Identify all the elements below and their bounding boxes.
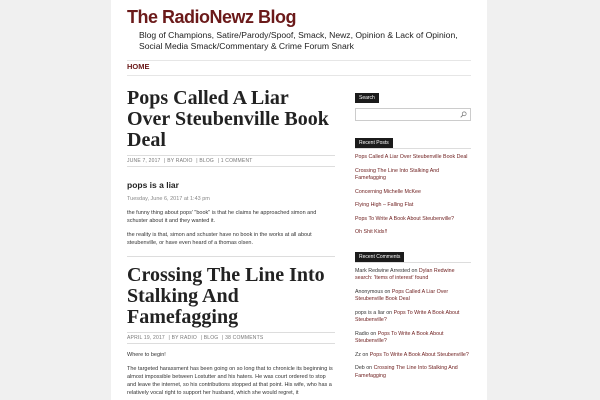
widget-divider bbox=[355, 148, 471, 149]
search-input[interactable] bbox=[356, 116, 456, 127]
comment-author: Deb bbox=[355, 365, 365, 371]
recent-comment bbox=[355, 352, 471, 360]
comment-author: Mark Redwine Arrested on bbox=[355, 267, 419, 274]
comment-on: on bbox=[370, 330, 377, 337]
post-comments-link[interactable]: 1 COMMENT bbox=[220, 158, 253, 164]
recent-post-link[interactable]: Crossing The Line Into Stalking And Famefagging bbox=[355, 167, 440, 181]
comment-post-link[interactable]: Pops To Write A Book About Steubenville? bbox=[355, 309, 460, 323]
comment-post-link[interactable]: Pops To Write A Book About Steubenville? bbox=[369, 351, 469, 358]
post bbox=[127, 265, 335, 397]
post-timestamp: Tuesday, June 6, 2017 at 1:43 pm bbox=[127, 196, 210, 202]
sidebar bbox=[355, 86, 471, 386]
post-divider bbox=[127, 256, 335, 257]
post-paragraph: Where to begin! bbox=[127, 352, 166, 358]
recent-comments-widget bbox=[355, 245, 471, 381]
recent-post-link[interactable]: Concerning Michelle McKee bbox=[355, 188, 421, 195]
comment-on: on bbox=[386, 309, 393, 316]
widget-divider bbox=[355, 262, 471, 263]
post-date[interactable]: APRIL 19, 2017 bbox=[127, 335, 165, 341]
comment-on: on bbox=[384, 288, 391, 295]
post-paragraph: the reality is that, simon and schuster have no book in the works at all about steubenville, or have even heard of a thomas olsen. bbox=[127, 232, 312, 246]
site-tagline: Blog of Champions, Satire/Parody/Spoof, Smack, Newz, Opinion & Lack of Opinion, Social Media Smack/Commentary & Crime Forum Snark bbox=[139, 30, 458, 51]
comment-on: on bbox=[362, 351, 369, 358]
recent-comment bbox=[355, 289, 471, 304]
comment-post-link[interactable]: Dylan Redwine search: 'Items of interest' found bbox=[355, 267, 455, 281]
search-icon[interactable] bbox=[460, 111, 467, 118]
comment-on: on bbox=[366, 365, 373, 371]
post-title[interactable]: Crossing The Line Into Stalking And Famefagging bbox=[127, 264, 325, 328]
recent-post-link[interactable]: Pops Called A Liar Over Steubenville Book Deal bbox=[355, 154, 468, 160]
post-author: BY RADIO bbox=[171, 335, 198, 341]
post-meta: JUNE 7, 2017 | BY RADIO | BLOG | 1 COMMENT bbox=[127, 155, 335, 167]
post-author: BY RADIO bbox=[167, 158, 193, 164]
post-subtitle: pops is a liar bbox=[127, 180, 179, 190]
post bbox=[127, 88, 335, 247]
recent-post-link[interactable]: Pops To Write A Book About Steubenville? bbox=[355, 215, 455, 222]
post-category[interactable]: BLOG bbox=[199, 158, 215, 164]
post-paragraph: the funny thing about pops' "book" is that he claims he approached simon and schuster about it and they wanted it. bbox=[127, 210, 317, 224]
comment-post-link[interactable]: Pops Called A Liar Over Steubenville Book Deal bbox=[355, 288, 449, 302]
widget-heading-recent-posts: Recent Posts bbox=[355, 138, 393, 148]
recent-comment bbox=[355, 331, 471, 346]
post-title[interactable]: Pops Called A Liar Over Steubenville Book Deal bbox=[127, 87, 329, 151]
recent-comment bbox=[355, 310, 471, 325]
comment-author: pops is a liar bbox=[355, 309, 385, 316]
comment-post-link[interactable]: Pops To Write A Book About Steubenville? bbox=[355, 330, 444, 344]
main-content bbox=[127, 88, 335, 400]
comment-author: Zz bbox=[355, 351, 361, 358]
main-nav bbox=[127, 60, 471, 76]
nav-item-home[interactable]: HOME bbox=[127, 62, 150, 71]
comment-author: Radio bbox=[355, 330, 369, 337]
recent-comment bbox=[355, 268, 471, 283]
post-date[interactable]: JUNE 7, 2017 bbox=[127, 158, 161, 164]
recent-post-link[interactable]: Flying High – Falling Flat bbox=[355, 202, 414, 208]
widget-heading-search: Search bbox=[355, 93, 379, 103]
recent-post-link[interactable]: Oh Shit Kids!! bbox=[355, 229, 388, 235]
widget-heading-recent-comments: Recent Comments bbox=[355, 252, 404, 262]
recent-comment bbox=[355, 365, 471, 380]
search-widget bbox=[355, 86, 471, 121]
comment-author: Anonymous bbox=[355, 288, 383, 295]
post-category[interactable]: BLOG bbox=[203, 335, 219, 341]
comment-post-link[interactable]: Crossing The Line Into Stalking And Famefagging bbox=[355, 365, 458, 379]
post-comments-link[interactable]: 38 COMMENTS bbox=[225, 335, 264, 341]
page bbox=[111, 0, 487, 400]
post-paragraph: The targeted harassment has been going on so long that to chronicle its beginning is almost impossible between Lostutter and his haters. He was court ordered to stop and leave the internet, so his contributions stopped at that point. His wife, who has a relatively vocal right to support her husband, which she would regret, it bbox=[127, 366, 333, 396]
post-meta: APRIL 19, 2017 | BY RADIO | BLOG | 38 COMMENTS bbox=[127, 332, 335, 344]
search-box bbox=[355, 108, 471, 121]
site-title[interactable]: The RadioNewz Blog bbox=[127, 7, 297, 27]
recent-posts-widget bbox=[355, 131, 471, 237]
